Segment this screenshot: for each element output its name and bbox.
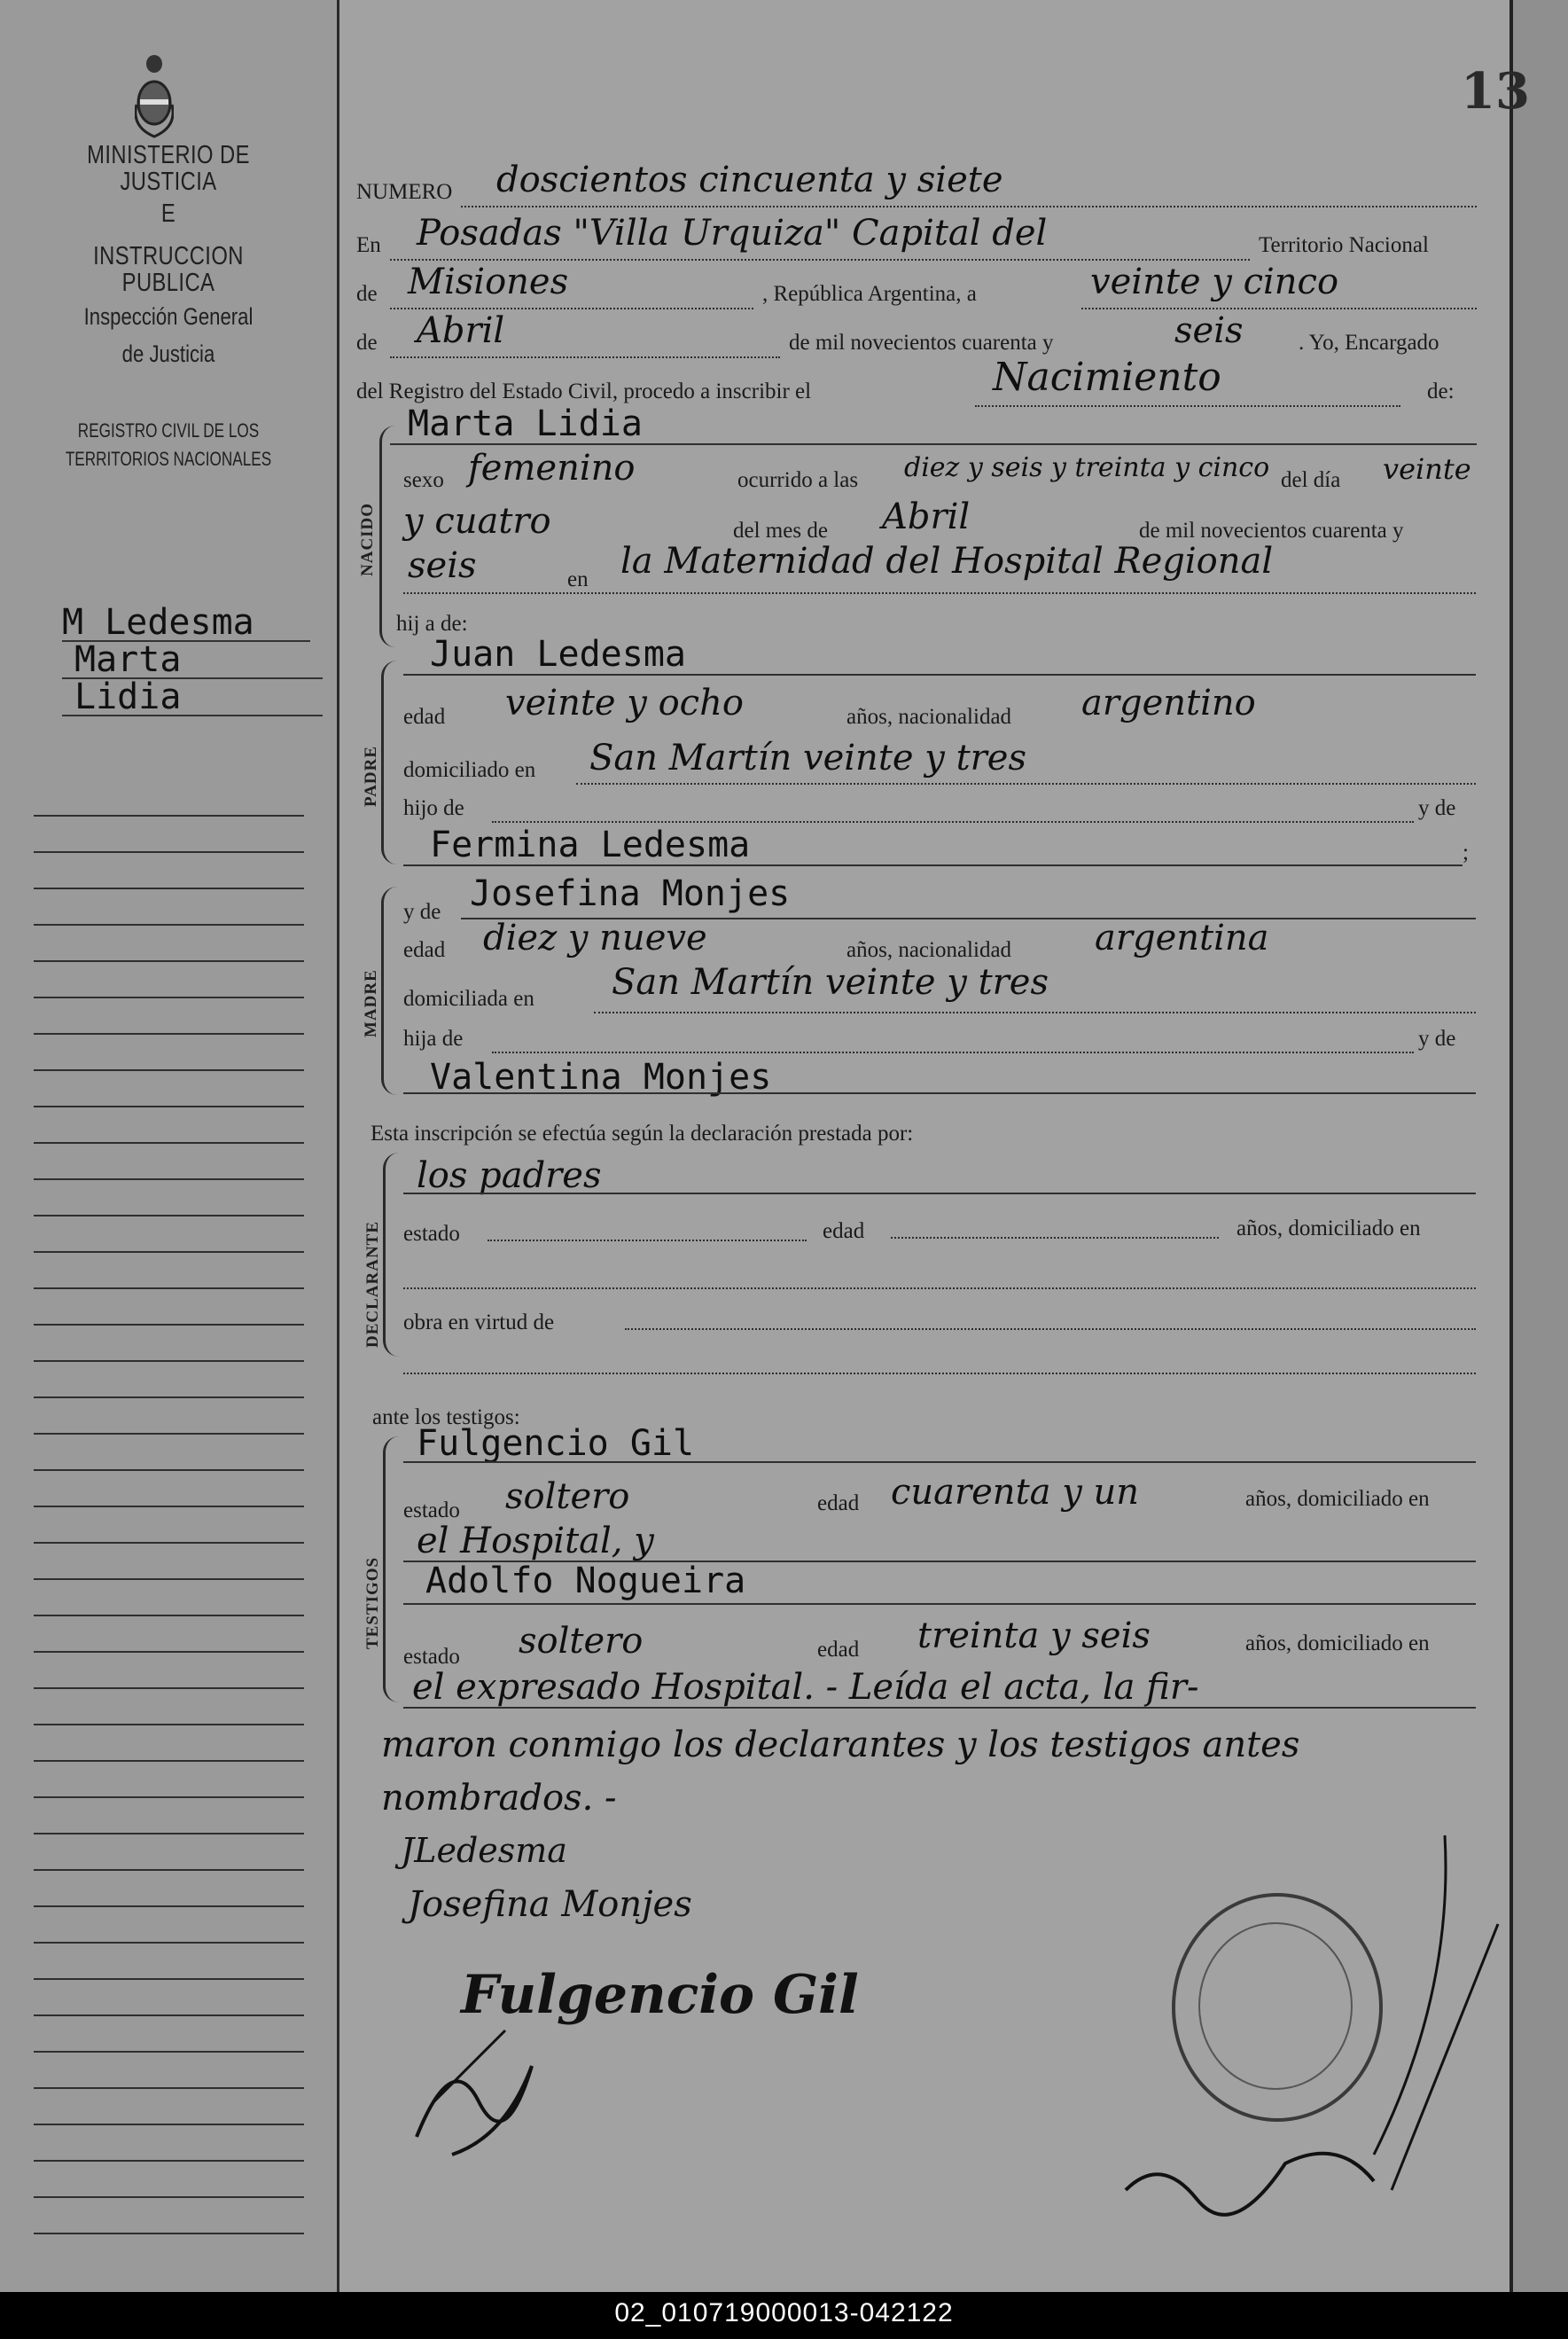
witness-2-name: Adolfo Nogueira (425, 1561, 746, 1601)
birth-day-value-2: y cuatro (403, 501, 551, 542)
footer-id: 02_010719000013-042122 (614, 2298, 954, 2327)
numero-value: doscientos cincuenta y siete (496, 160, 1003, 200)
de-colon: de: (1427, 379, 1455, 403)
margin-note-line: Marta (62, 642, 323, 679)
semicolon: ; (1463, 841, 1469, 864)
estado-label-t1: estado (403, 1498, 460, 1522)
en-label-nacido: en (567, 567, 589, 591)
signature-mother: Josefina Monjes (408, 1884, 692, 1925)
yo-label: . Yo, Encargado (1299, 331, 1439, 355)
edad-label-padre: edad (403, 705, 446, 729)
sexo-label: sexo (403, 468, 444, 492)
registry-header (51, 417, 285, 473)
estado-label-t2: estado (403, 1645, 460, 1669)
hijo-label: hij a de: (396, 612, 468, 636)
rule-line (390, 443, 1477, 445)
rule-line (403, 1603, 1476, 1605)
signature-witness-1: Fulgencio Gil (461, 1964, 859, 2026)
birth-place-value: la Maternidad del Hospital Regional (620, 541, 1274, 582)
nacionalidad-label-padre: años, nacionalidad (846, 705, 1012, 729)
anio-label-nacido: de mil novecientos cuarenta y (1139, 519, 1404, 543)
republica-label: , República Argentina, a (762, 282, 977, 306)
dotted-line (594, 1012, 1476, 1013)
estado-label-declarante: estado (403, 1222, 460, 1246)
rule-line (403, 1092, 1476, 1094)
dotted-line (390, 259, 1250, 261)
page-number: 13 (1461, 62, 1530, 121)
section-label-madre: MADRE (362, 969, 380, 1037)
dotted-line (492, 1052, 1414, 1053)
dotted-line (403, 1373, 1476, 1374)
numero-label: NUMERO (356, 180, 453, 204)
anios-label-declarante: años, domiciliado en (1236, 1216, 1421, 1240)
dotted-line (403, 592, 1476, 594)
dotted-line (390, 308, 753, 309)
section-label-padre: PADRE (362, 745, 380, 807)
dotted-line (975, 405, 1400, 407)
territory-value: Misiones (408, 262, 569, 302)
ministry-line-7: TERRITORIOS NACIONALES (65, 448, 272, 470)
mother-nationality: argentina (1095, 918, 1269, 958)
declarant-value: los padres (417, 1155, 602, 1196)
rule-line (403, 1461, 1476, 1463)
place-value: Posadas "Villa Urquiza" Capital del (417, 213, 1048, 254)
nacionalidad-label-madre: años, nacionalidad (846, 938, 1012, 962)
ministry-line-1: MINISTERIO DE JUSTICIA (87, 141, 250, 196)
hijo-de-label: hijo de (403, 796, 464, 820)
dotted-line (461, 206, 1477, 207)
obra-label: obra en virtud de (403, 1310, 555, 1334)
act-type-value: Nacimiento (993, 355, 1221, 400)
margin-note-line: Lidia (62, 679, 323, 716)
maternal-grandmother: Valentina Monjes (430, 1057, 772, 1098)
ministry-header (45, 142, 293, 296)
rule-line (403, 674, 1476, 676)
y-de-padre: y de (1418, 796, 1456, 820)
domicilio-label-padre: domiciliado en (403, 758, 536, 782)
time-value: diez y seis y treinta y cinco (904, 452, 1270, 483)
sex-value: femenino (468, 448, 636, 489)
anios-label-t1: años, domiciliado en (1245, 1487, 1430, 1511)
edad-label-declarante: edad (823, 1219, 865, 1243)
edad-label-t1: edad (817, 1491, 860, 1515)
section-label-declarante: DECLARANTE (363, 1220, 382, 1348)
signature-witness-2-scribble (399, 1995, 594, 2172)
anio-label: de mil novecientos cuarenta y (789, 331, 1054, 355)
rule-line (403, 1707, 1476, 1709)
ocurrido-label: ocurrido a las (737, 468, 859, 492)
domicilio-label-madre: domiciliada en (403, 987, 534, 1011)
birth-month-value: Abril (882, 497, 971, 537)
y-de-madre: y de (1418, 1027, 1456, 1051)
edad-label-t2: edad (817, 1638, 860, 1662)
registrant-name: Marta Lidia (408, 403, 643, 444)
witness-2-age: treinta y seis (917, 1615, 1151, 1656)
closing-line-2: nombrados. - (381, 1778, 617, 1819)
de-label-2: de (356, 331, 378, 355)
page-edge (1509, 0, 1568, 2292)
birth-day-value: veinte (1383, 452, 1471, 486)
dotted-line (488, 1240, 807, 1241)
dotted-line (891, 1237, 1219, 1239)
brace (383, 1153, 405, 1357)
closing-line-1: maron conmigo los declarantes y los testigos antes (381, 1725, 1300, 1765)
ministry-line-6: REGISTRO CIVIL DE LOS (77, 419, 260, 442)
official-seal-inner (1198, 1922, 1353, 2090)
testigos-label: ante los testigos: (372, 1405, 520, 1429)
territorio-label: Territorio Nacional (1259, 233, 1429, 257)
section-label-testigos: TESTIGOS (363, 1556, 382, 1649)
inspection-header (45, 301, 293, 369)
witness-2-address: el expresado Hospital. - Leída el acta, la fir- (412, 1667, 1199, 1708)
anios-label-t2: años, domiciliado en (1245, 1631, 1430, 1655)
y-de-label-madre: y de (403, 900, 441, 924)
margin-ruled-lines (34, 780, 304, 2243)
signature-father: JLedesma (401, 1831, 567, 1870)
year-value: seis (1174, 310, 1244, 351)
margin-note-line: M Ledesma (62, 605, 310, 642)
brace (383, 1436, 405, 1702)
dotted-line (625, 1328, 1476, 1330)
ministry-line-4: Inspección General (83, 303, 254, 330)
del-dia-label: del día (1281, 468, 1341, 492)
en-label: En (356, 233, 381, 257)
father-nationality: argentino (1081, 683, 1256, 724)
father-address: San Martín veinte y tres (589, 738, 1026, 778)
witness-1-status: soltero (505, 1476, 630, 1517)
father-age: veinte y ocho (505, 683, 744, 724)
margin-name-note (62, 602, 323, 717)
dotted-line (492, 821, 1414, 823)
day-value: veinte y cinco (1090, 262, 1339, 302)
edad-label-madre: edad (403, 938, 446, 962)
coat-of-arms-icon (135, 51, 174, 140)
rule-line (403, 864, 1463, 866)
registro-label: del Registro del Estado Civil, procedo a inscribir el (356, 379, 812, 403)
mother-name: Josefina Monjes (470, 873, 791, 914)
dotted-line (1081, 308, 1477, 309)
month-value: Abril (417, 310, 505, 351)
mother-age: diez y nueve (483, 918, 707, 958)
brace (381, 661, 403, 864)
dotted-line (403, 1287, 1476, 1289)
witness-2-status: soltero (519, 1621, 644, 1662)
mes-label: del mes de (733, 519, 828, 543)
ministry-line-3: INSTRUCCION PUBLICA (93, 242, 244, 297)
dotted-line (576, 783, 1476, 785)
birth-year-value: seis (408, 545, 477, 586)
witness-1-age: cuarenta y un (891, 1472, 1140, 1513)
witness-1-name: Fulgencio Gil (417, 1423, 695, 1464)
father-name: Juan Ledesma (430, 634, 686, 675)
mother-address: San Martín veinte y tres (612, 962, 1049, 1003)
witness-1-address: el Hospital, y (417, 1521, 654, 1561)
paternal-grandmother: Fermina Ledesma (430, 825, 751, 865)
hija-de-label: hija de (403, 1027, 464, 1051)
ministry-line-5: de Justicia (121, 340, 215, 367)
rule-line (403, 1193, 1476, 1194)
dotted-line (390, 356, 780, 358)
declaracion-label: Esta inscripción se efectúa según la declaración prestada por: (371, 1122, 914, 1146)
ministry-line-2: E (160, 199, 176, 228)
de-label: de (356, 282, 378, 306)
brace (381, 887, 403, 1095)
section-label-nacido: NACIDO (358, 502, 377, 576)
